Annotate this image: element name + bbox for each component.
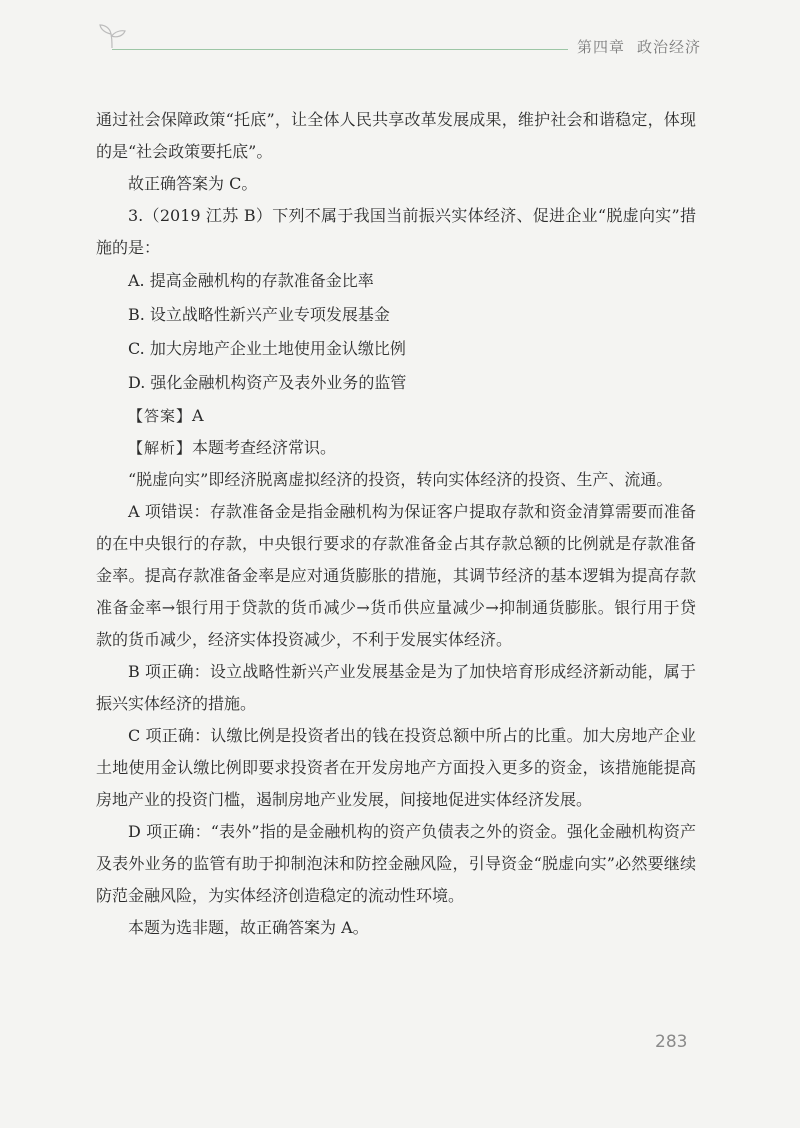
paragraph-option-a-analysis: A 项错误：存款准备金是指金融机构为保证客户提取存款和资金清算需要而准备的在中央银行的存款，中央银行要求的存款准备金占其存款总额的比例就是存款准备金率。提高存款准备金率是应对通货膨胀的措施，其调节经济的基本逻辑为提高存款准备金率→银行用于贷款的货币减少→货币供应量减少→抑制通货膨胀。银行用于贷款的货币减少，经济实体投资减少，不利于发展实体经济。 [96,502,696,649]
answer-label: 【答案】 [128,407,193,425]
answer-value: A [192,406,204,425]
paragraph-conclusion: 本题为选非题，故正确答案为 A。 [128,918,369,937]
chapter-number: 第四章 [577,38,626,56]
page-header [0,0,800,70]
paragraph-continued: 通过社会保障政策“托底”，让全体人民共享改革发展成果，维护社会和谐稳定，体现的是“社会政策要托底”。 [96,110,696,161]
header-rule [112,49,568,50]
question-stem: 3.（2019 江苏 B）下列不属于我国当前振兴实体经济、促进企业“脱虚向实”措施的是： [96,206,696,257]
option-a: A. 提高金融机构的存款准备金比率 [128,271,374,290]
answer-line [96,400,696,432]
paragraph-option-c-analysis: C 项正确：认缴比例是投资者出的钱在投资总额中所占的比重。加大房地产企业土地使用金认缴比例即要求投资者在开发房地产方面投入更多的资金，该措施能提高房地产业的投资门槛，遏制房地产业发展，间接地促进实体经济发展。 [96,726,696,809]
option-b: B. 设立战略性新兴产业专项发展基金 [128,305,390,324]
option-c: C. 加大房地产企业土地使用金认缴比例 [128,339,406,358]
paragraph-previous-answer: 故正确答案为 C。 [128,174,258,193]
paragraph-option-d-analysis: D 项正确：“表外”指的是金融机构的资产负债表之外的资金。强化金融机构资产及表外业务的监管有助于抑制泡沫和防控金融风险，引导资金“脱虚向实”必然要继续防范金融风险，为实体经济创造稳定的流动性环境。 [96,822,696,905]
paragraph-definition: “脱虚向实”即经济脱离虚拟经济的投资，转向实体经济的投资、生产、流通。 [128,470,673,489]
sprout-icon [96,22,128,50]
analysis-line [96,432,696,464]
analysis-label: 【解析】 [128,439,193,457]
chapter-heading [577,36,701,57]
page-number: 283 [655,1032,688,1052]
option-d: D. 强化金融机构资产及表外业务的监管 [128,373,407,392]
chapter-title: 政治经济 [637,38,702,56]
paragraph-option-b-analysis: B 项正确：设立战略性新兴产业发展基金是为了加快培育形成经济新动能，属于振兴实体经济的措施。 [96,662,696,713]
page-body [96,104,696,944]
analysis-text: 本题考查经济常识。 [192,438,337,457]
